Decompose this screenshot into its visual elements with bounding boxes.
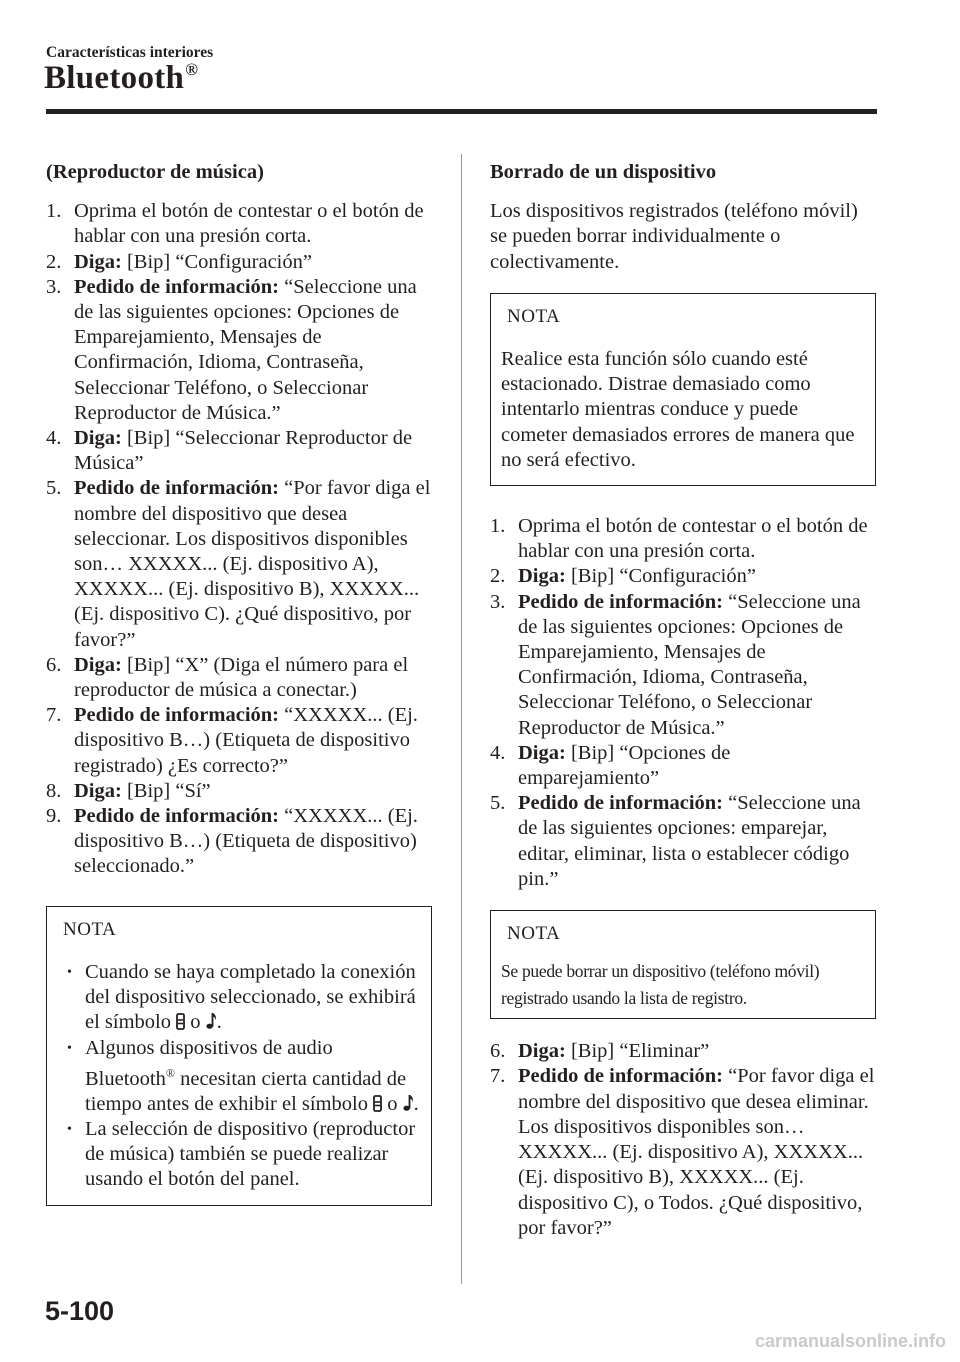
music-note-icon [403, 1094, 414, 1112]
list-item: 5. Pedido de información: “Seleccione una de las siguientes opciones: emparejar, editar, eliminar, lista o establecer código pin.” [490, 792, 861, 890]
list-item: 2. Diga: [Bip] “Configuración” [46, 250, 312, 273]
list-item: 2. Diga: [Bip] “Configuración” [490, 565, 756, 588]
header-rule [46, 109, 877, 114]
list-item: 1. Oprima el botón de contestar o el botón de hablar con una presión corta. [46, 200, 424, 248]
list-item: 3. Pedido de información: “Seleccione una de las siguientes opciones: Opciones de Emparejamiento, Mensajes de Confirmación, Idioma, Contraseña, Seleccionar Teléfono, o Seleccionar Reproductor de Música.” [46, 275, 417, 424]
list-item: • La selección de dispositivo (reproductor de música) también se puede realizar usando el botón del panel. [67, 1117, 416, 1191]
music-player-heading: (Reproductor de música) [46, 161, 264, 183]
delete-device-steps [490, 514, 876, 892]
list-item: • Cuando se haya completado la conexión del dispositivo seleccionado, se exhibirá el símbolo o . [67, 960, 416, 1034]
left-column [46, 160, 432, 1206]
list-item: 4. Diga: [Bip] “Seleccionar Reproductor de Música” [46, 427, 413, 475]
column-divider [461, 154, 462, 1284]
list-item: 3. Pedido de información: “Seleccione una de las siguientes opciones: Opciones de Emparejamiento, Mensajes de Confirmación, Idioma, Contraseña, Seleccionar Teléfono, o Seleccionar Reproductor de Música.” [490, 590, 861, 739]
delete-device-heading: Borrado de un dispositivo [490, 161, 717, 183]
list-item: 1. Oprima el botón de contestar o el botón de hablar con una presión corta. [490, 515, 868, 563]
list-item: 9. Pedido de información: “XXXXX... (Ej. dispositivo B…) (Etiqueta de dispositivo) seleccionado.” [46, 805, 418, 878]
note-text: Se puede borrar un dispositivo (teléfono móvil) registrado usando la lista de registro. [501, 961, 820, 1009]
registered-mark: ® [185, 60, 199, 79]
music-player-steps [46, 199, 432, 879]
list-item: 4. Diga: [Bip] “Opciones de emparejamiento” [490, 741, 731, 790]
note-title: NOTA [63, 918, 117, 940]
delete-device-steps-continued [490, 1039, 876, 1241]
list-item: 5. Pedido de información: “Por favor diga el nombre del dispositivo que desea seleccionar. Los dispositivos disponibles son… XXXXX... (Ej. dispositivo A), XXXXX... (Ej. dispositivo B), XXXXX... (Ej. dispositivo C). ¿Qué dispositivo, por favor?” [46, 477, 431, 651]
watermark: carmanualsonline.info [754, 1331, 946, 1351]
list-item: • Algunos dispositivos de audio Bluetooth® necesitan cierta cantidad de tiempo antes de exhibir el símbolo o . [67, 1036, 419, 1115]
page-number: 5-100 [45, 1296, 115, 1326]
note-title: NOTA [507, 305, 561, 327]
list-item: 6. Diga: [Bip] “Eliminar” [490, 1040, 710, 1063]
chapter-title-text: Bluetooth [44, 60, 185, 96]
note-box-music-player [46, 906, 432, 1206]
list-item: 6. Diga: [Bip] “X” (Diga el número para el reproductor de música a conectar.) [46, 653, 409, 702]
note-title: NOTA [507, 923, 561, 945]
chapter-title [44, 60, 198, 97]
list-item: 8. Diga: [Bip] “Sí” [46, 779, 211, 802]
note-box-registry [490, 910, 876, 1019]
phone-icon [176, 1013, 185, 1030]
note-box-safety [490, 293, 876, 486]
music-note-icon [206, 1012, 217, 1030]
phone-icon [373, 1095, 382, 1112]
right-column [490, 160, 876, 1241]
section-label: Características interiores [46, 44, 214, 61]
note-text: Realice esta función sólo cuando esté estacionado. Distrae demasiado como intentarlo mientras conduce y puede cometer demasiados errores de manera que no será efectivo. [501, 348, 855, 471]
note-bullets [47, 942, 431, 1205]
list-item: 7. Pedido de información: “XXXXX... (Ej. dispositivo B…) (Etiqueta de dispositivo registrado) ¿Es correcto?” [46, 704, 418, 777]
list-item: 7. Pedido de información: “Por favor diga el nombre del dispositivo que desea eliminar. Los dispositivos disponibles son… XXXXX... (Ej. dispositivo A), XXXXX... (Ej. dispositivo B), XXXXX... (Ej. dispositivo C), o Todos. ¿Qué dispositivo, por favor?” [490, 1065, 875, 1239]
delete-device-intro: Los dispositivos registrados (teléfono móvil) se pueden borrar individualmente o colectivamente. [490, 200, 858, 273]
